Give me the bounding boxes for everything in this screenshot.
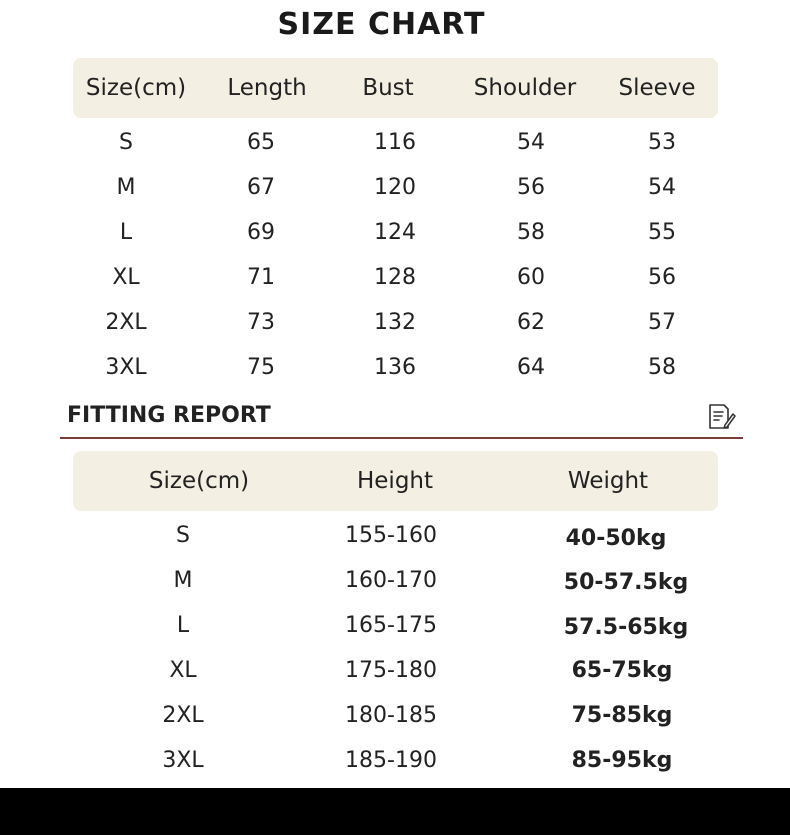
cell-height: 185-190 — [345, 748, 437, 773]
header-bust: Bust — [362, 75, 414, 101]
cell-sleeve: 55 — [648, 220, 676, 245]
cell-length: 69 — [247, 220, 275, 245]
header-shoulder: Shoulder — [473, 75, 577, 101]
cell-size: 2XL — [105, 310, 147, 335]
table-row — [0, 255, 790, 300]
cell-weight: 65-75kg — [571, 658, 673, 683]
cell-size: L — [119, 220, 133, 245]
table-row — [0, 693, 790, 738]
notes-pencil-icon — [704, 401, 736, 433]
header-size: Size(cm) — [85, 75, 187, 101]
table-row — [0, 513, 790, 558]
table-row — [0, 300, 790, 345]
table-row — [0, 120, 790, 165]
cell-size: 3XL — [105, 355, 147, 380]
cell-size: M — [116, 175, 136, 200]
cell-sleeve: 56 — [648, 265, 676, 290]
cell-size: 2XL — [162, 703, 204, 728]
table-row — [0, 738, 790, 783]
cell-weight: 85-95kg — [571, 748, 673, 773]
cell-weight: 75-85kg — [571, 703, 673, 728]
cell-bust: 132 — [374, 310, 416, 335]
cell-height: 180-185 — [345, 703, 437, 728]
cell-shoulder: 62 — [517, 310, 545, 335]
header-length: Length — [227, 75, 307, 101]
cell-shoulder: 58 — [517, 220, 545, 245]
table-row — [0, 603, 790, 648]
cell-height: 175-180 — [345, 658, 437, 683]
cell-weight: 57.5-65kg — [563, 615, 689, 640]
cell-bust: 124 — [374, 220, 416, 245]
table-row — [0, 558, 790, 603]
cell-sleeve: 57 — [648, 310, 676, 335]
cell-size: L — [176, 613, 190, 638]
cell-height: 165-175 — [345, 613, 437, 638]
cell-shoulder: 56 — [517, 175, 545, 200]
header-sleeve: Sleeve — [618, 75, 696, 101]
header-weight: Weight — [567, 468, 649, 494]
header-height: Height — [356, 468, 434, 494]
cell-length: 71 — [247, 265, 275, 290]
cell-size: S — [119, 130, 133, 155]
footer-bar — [0, 788, 790, 835]
header-size: Size(cm) — [148, 468, 250, 494]
cell-length: 65 — [247, 130, 275, 155]
cell-weight: 50-57.5kg — [563, 570, 689, 595]
cell-size: M — [173, 568, 193, 593]
cell-weight: 40-50kg — [565, 526, 667, 551]
section-divider — [60, 437, 743, 439]
cell-size: S — [176, 523, 190, 548]
cell-shoulder: 60 — [517, 265, 545, 290]
cell-shoulder: 54 — [517, 130, 545, 155]
table-row — [0, 345, 790, 390]
table-row — [0, 648, 790, 693]
cell-bust: 128 — [374, 265, 416, 290]
cell-height: 160-170 — [345, 568, 437, 593]
cell-size: XL — [112, 265, 140, 290]
cell-bust: 116 — [374, 130, 416, 155]
cell-height: 155-160 — [345, 523, 437, 548]
cell-sleeve: 58 — [648, 355, 676, 380]
cell-size: 3XL — [162, 748, 204, 773]
cell-sleeve: 53 — [648, 130, 676, 155]
cell-sleeve: 54 — [648, 175, 676, 200]
cell-length: 73 — [247, 310, 275, 335]
cell-length: 75 — [247, 355, 275, 380]
size-chart-header — [73, 58, 718, 118]
table-row — [0, 165, 790, 210]
cell-length: 67 — [247, 175, 275, 200]
size-chart-title: SIZE CHART — [277, 7, 486, 42]
cell-shoulder: 64 — [517, 355, 545, 380]
cell-size: XL — [169, 658, 197, 683]
fitting-report-header — [73, 451, 718, 511]
fitting-report-title: FITTING REPORT — [67, 403, 271, 428]
cell-bust: 120 — [374, 175, 416, 200]
cell-bust: 136 — [374, 355, 416, 380]
table-row — [0, 210, 790, 255]
